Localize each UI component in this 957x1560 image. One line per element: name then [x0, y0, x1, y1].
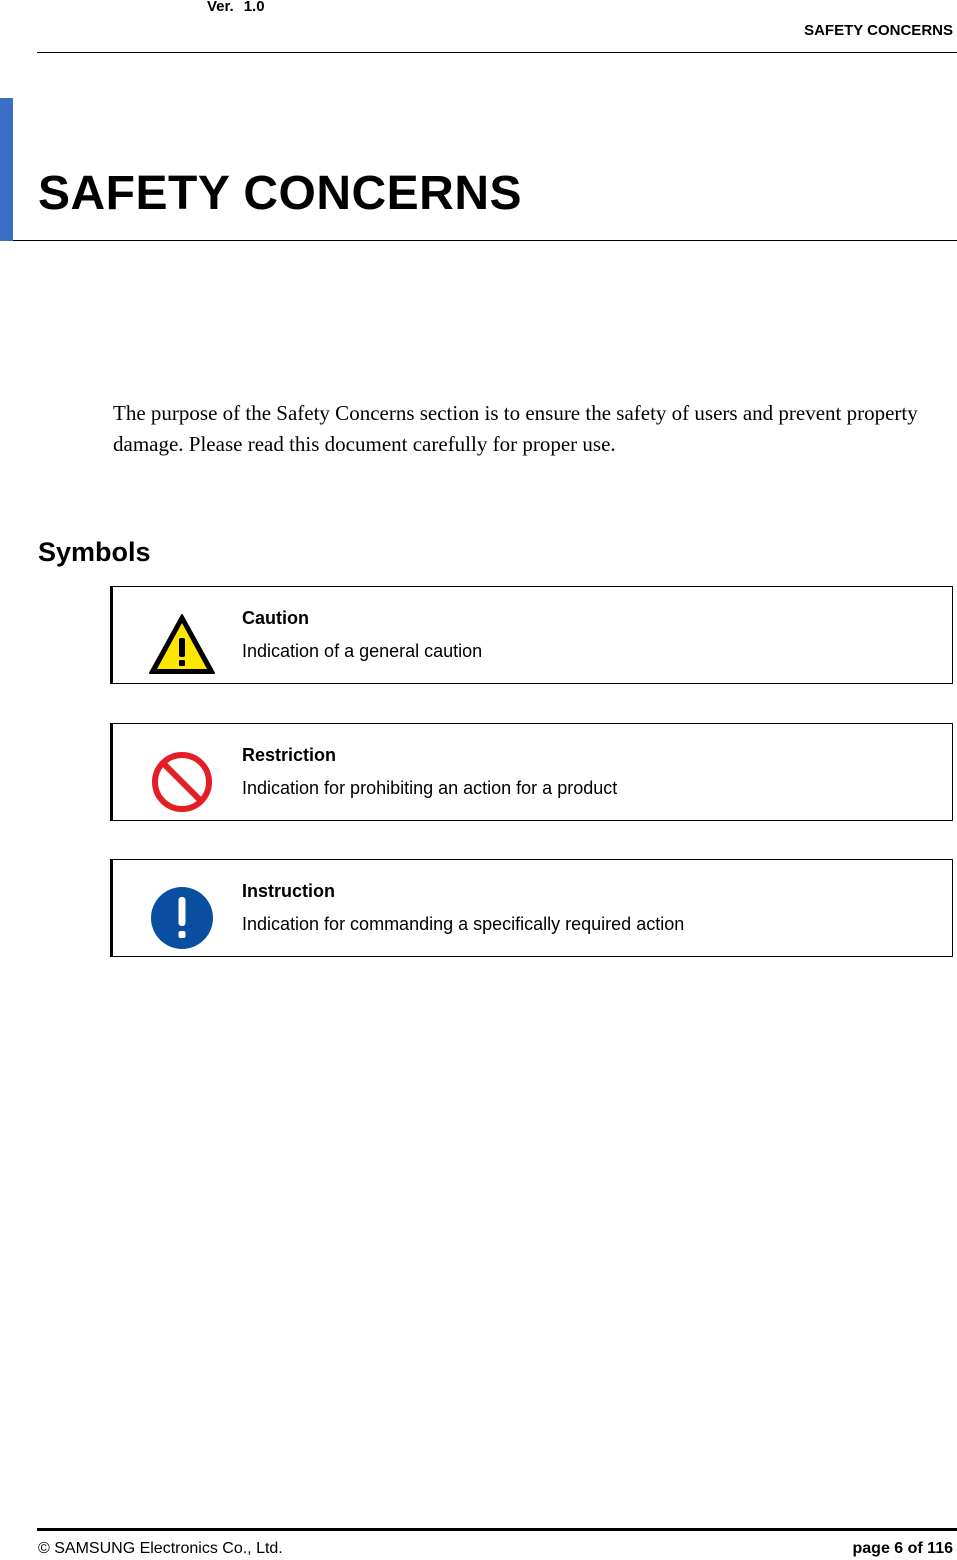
symbol-restriction-name: Restriction [242, 745, 337, 765]
symbol-instruction-name: Instruction [242, 881, 335, 901]
symbol-caution-name: Caution [242, 608, 309, 628]
title-divider [13, 240, 957, 241]
title-accent-bar [0, 98, 13, 241]
symbol-instruction-box [110, 859, 953, 957]
footer-divider [37, 1528, 957, 1531]
symbol-restriction-box [110, 723, 953, 821]
version-prefix: Ver. [207, 0, 234, 15]
header-divider [37, 52, 957, 53]
intro-paragraph: The purpose of the Safety Concerns section is to ensure the safety of users and prevent property damage. Please read this document carefully for proper use. [113, 401, 918, 456]
symbol-instruction-description: Indication for commanding a specifically required action [242, 914, 685, 934]
footer-page-number: page 6 of 116 [852, 1540, 953, 1557]
running-header: SAFETY CONCERNS [804, 22, 953, 39]
version-label [207, 0, 265, 15]
prohibition-icon [148, 750, 216, 814]
symbol-caution-box [110, 586, 953, 684]
footer-copyright: © SAMSUNG Electronics Co., Ltd. [38, 1540, 283, 1557]
version-number: 1.0 [243, 0, 265, 15]
caution-triangle-icon [148, 613, 216, 677]
page-title: SAFETY CONCERNS [38, 167, 523, 220]
symbols-heading: Symbols [38, 537, 151, 567]
symbol-caution-description: Indication of a general caution [242, 641, 483, 661]
instruction-exclamation-icon [148, 886, 216, 950]
symbol-restriction-description: Indication for prohibiting an action for a product [242, 778, 618, 798]
